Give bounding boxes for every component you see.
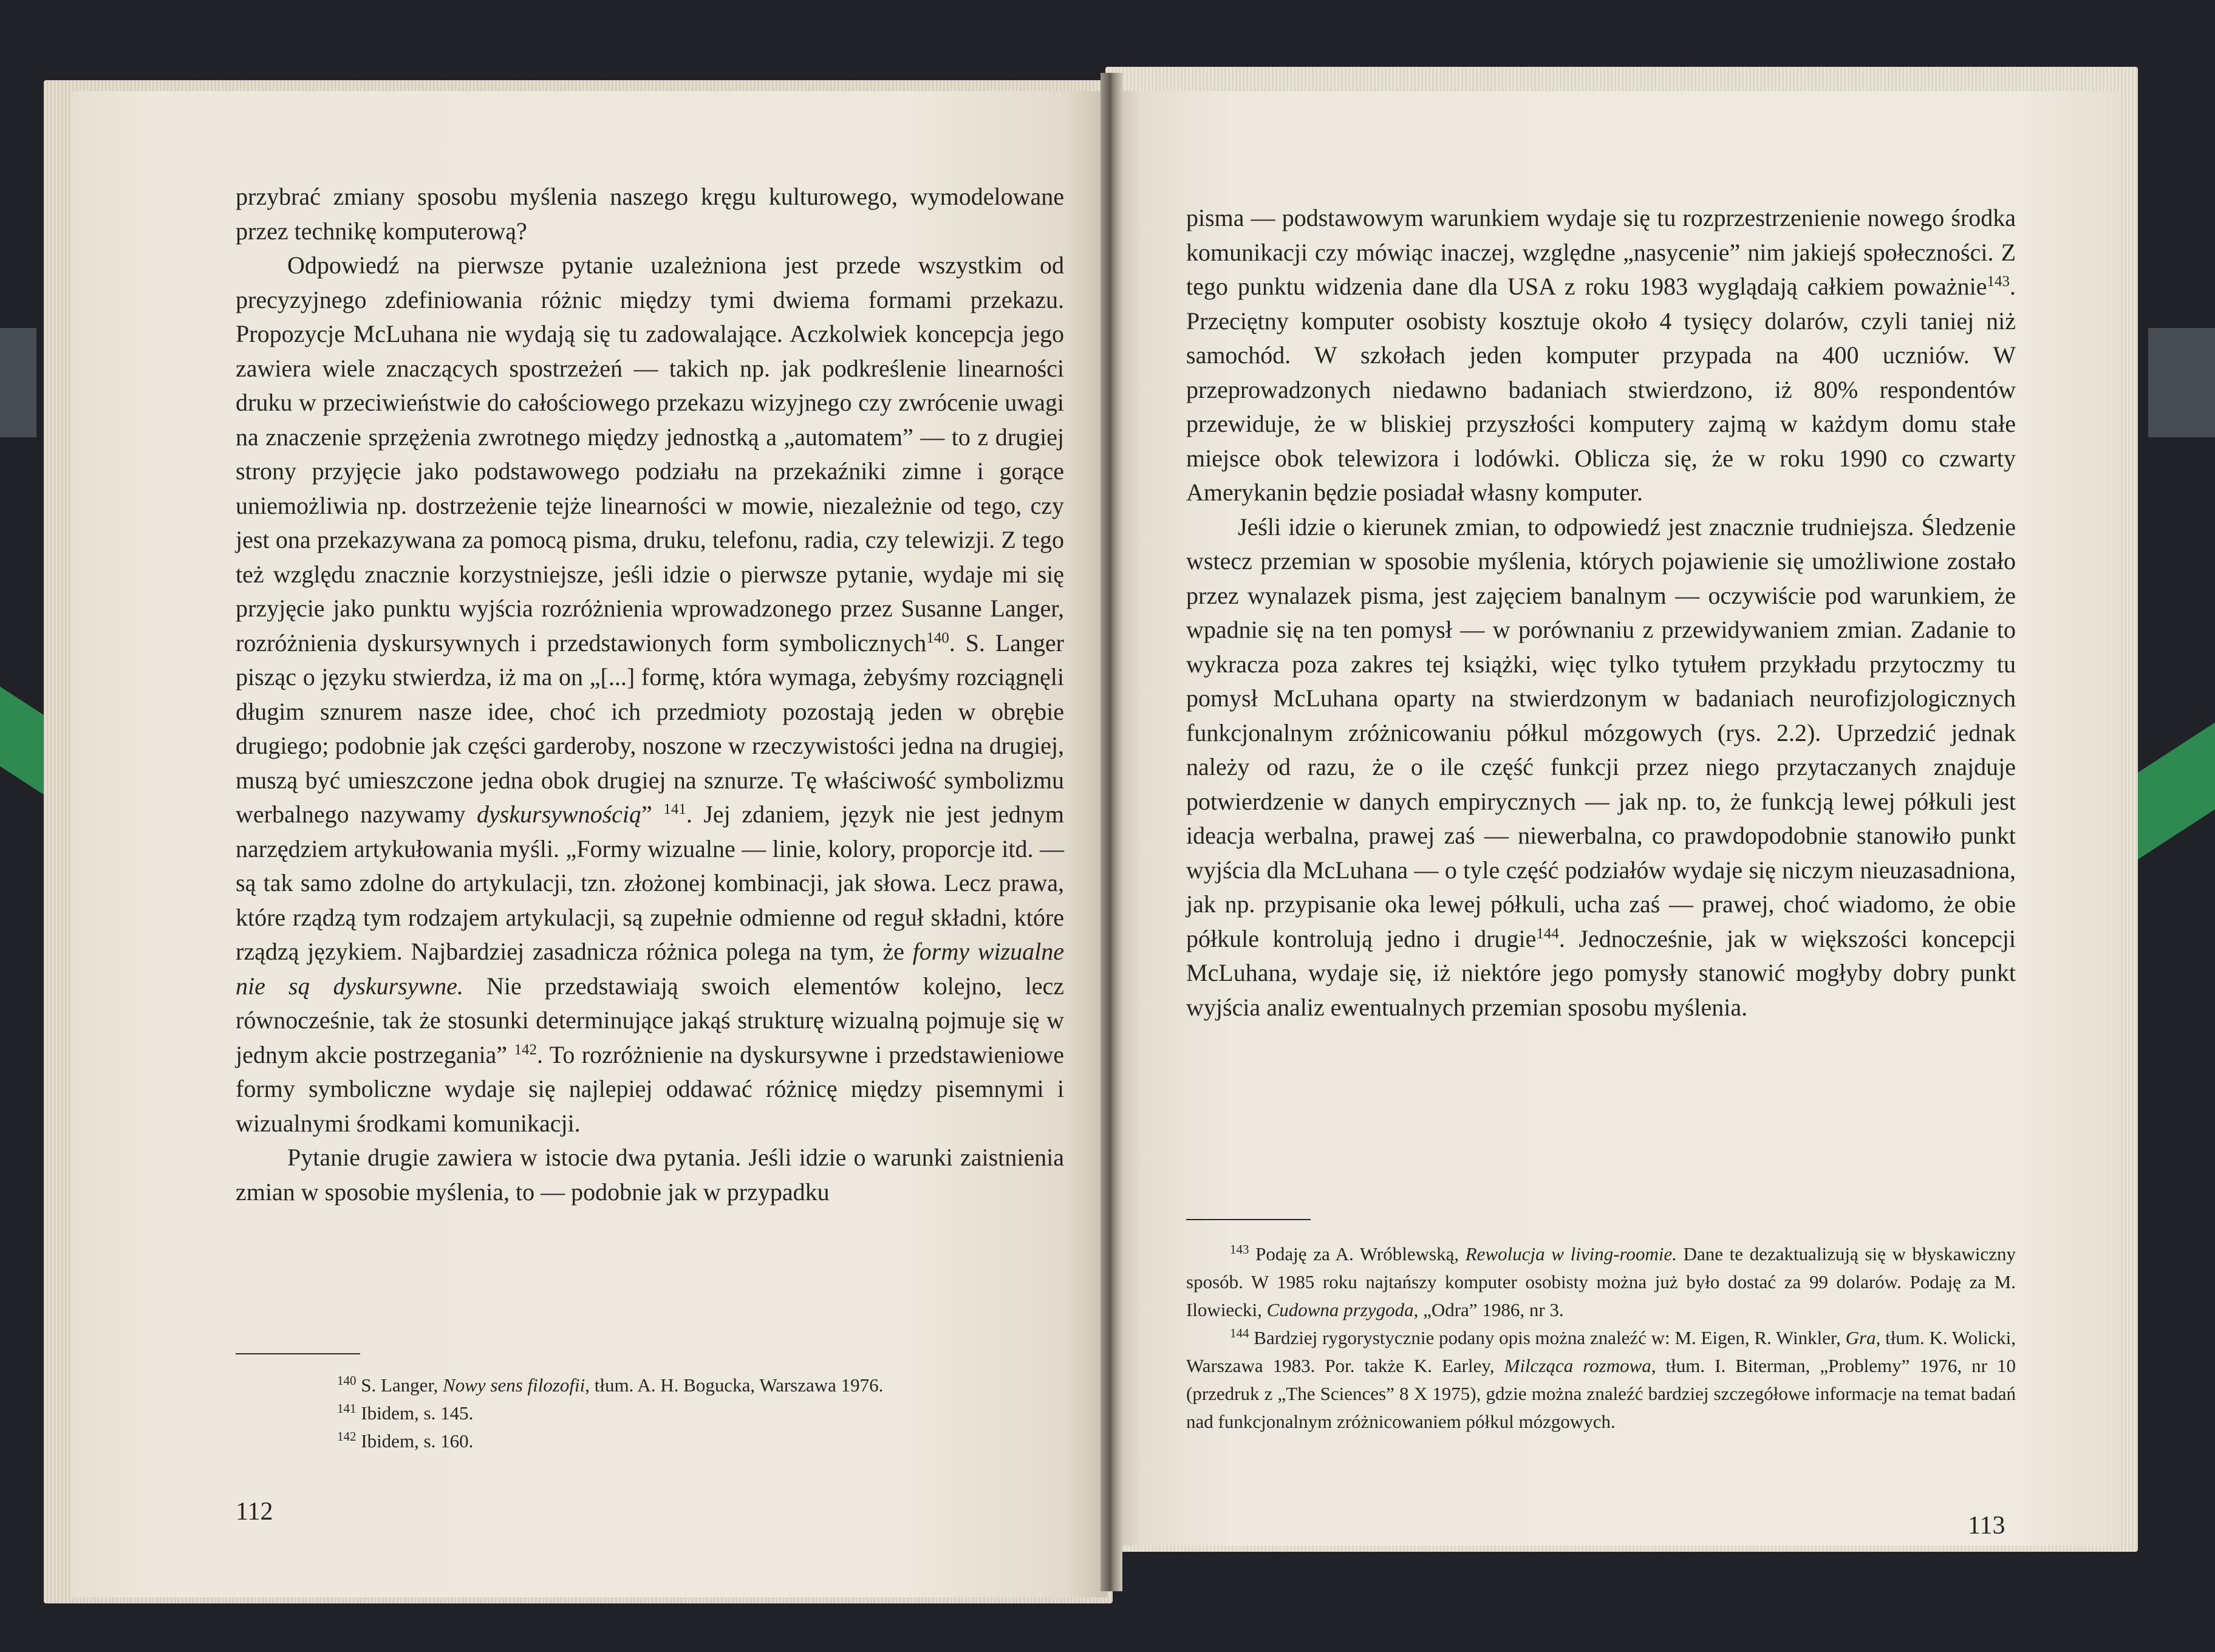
text-run: Ibidem, s. 145. xyxy=(356,1402,474,1424)
italic-text: Gra xyxy=(1845,1327,1876,1348)
text-run: Pytanie drugie zawiera w istocie dwa pytania. Jeśli idzie o warunki zaistnienia zmian w sposobie myślenia, to — podobnie jak w przypadku xyxy=(236,1144,1064,1206)
right-page-body xyxy=(1186,201,2016,1025)
text-run: S. Langer, xyxy=(356,1374,443,1396)
text-run: Odpowiedź na pierwsze pytanie uzależniona jest przede wszystkim od precyzyjnego zdefiniowania różnic między tymi dwiema formami przekazu. Propozycje McLuhana nie wydają się tu zadowalające. Aczkolwiek koncepcja jego zawiera wiele znaczących spostrzeżeń — takich np. jak podkreślenie linearności druku w przeciwieństwie do całościowego przekazu wizyjnego czy zwrócenie uwagi na znaczenie sprzężenia zwrotnego między jednostką a „automatem” — to z drugiej strony przyjęcie jako podstawowego podziału na przekaźniki zimne i gorące uniemożliwia np. dostrzeżenie tejże linearności w mowie, niezależnie od tego, czy jest ona przekazywana za pomocą pisma, druku, telefonu, radia, czy telewizji. Z tego też względu znacznie korzystniejsze, jeśli idzie o pierwsze pytanie, wydaje mi się przyjęcie jako punktu wyjścia rozróżnienia wprowadzonego przez Susanne Langer, rozróżnienia dyskursywnych i przedstawionych form symbolicznych xyxy=(236,251,1064,657)
footnote-marker: 142 xyxy=(337,1429,357,1444)
paragraph xyxy=(236,180,1064,248)
text-run: . S. Langer pisząc o języku stwierdza, iż ma on „[...] formę, która wymaga, żebyśmy rozciągnęli długim sznurem nasze idee, choć ich przedmioty pozostają jeden w obrębie drugiego; podobnie jak części garderoby, noszone w rzeczywistości jedna na drugiej, muszą być umieszczone jedna obok drugiej na sznurze. Tę właściwość symbolizmu werbalnego nazywamy xyxy=(236,629,1064,828)
footnote-marker: 140 xyxy=(926,629,949,646)
scanner-edge-right xyxy=(2148,328,2215,437)
text-run: Podaję za A. Wróblewską, xyxy=(1249,1243,1466,1265)
footnote-marker: 144 xyxy=(1536,925,1559,942)
footnote-marker: 142 xyxy=(514,1041,537,1058)
footnote xyxy=(1186,1240,2016,1324)
right-footnote-rule xyxy=(1186,1219,1311,1220)
footnote-marker: 141 xyxy=(337,1401,357,1416)
left-page-body xyxy=(236,180,1064,1209)
paragraph xyxy=(236,248,1064,1141)
italic-text: formy wizualne nie są dyskursywne. xyxy=(236,938,1064,1000)
footnote-marker: 144 xyxy=(1230,1326,1249,1340)
footnote-marker: 143 xyxy=(1230,1242,1249,1257)
page-number-left: 112 xyxy=(236,1498,273,1526)
text-run: , „Odra” 1986, nr 3. xyxy=(1413,1299,1564,1320)
text-run: . To rozróżnienie na dyskursywne i przedstawieniowe formy symboliczne wydaje się najlepiej oddawać różnicę między pisemnymi i wizualnymi środkami komunikacji. xyxy=(236,1040,1064,1137)
footnote-marker: 140 xyxy=(337,1373,357,1388)
text-run: Bardziej rygorystycznie podany opis można znaleźć w: M. Eigen, R. Winkler, xyxy=(1249,1327,1846,1348)
text-run: . Przeciętny komputer osobisty kosztuje około 4 tysięcy dolarów, czyli taniej niż samochód. W szkołach jeden komputer przypada na 400 uczniów. W przeprowadzonych niedawno badaniach stwierdzono, iż 80% respondentów przewiduje, że w bliskiej przyszłości komputery zajmą w każdym domu stałe miejsce obok telewizora i lodówki. Oblicza się, że w roku 1990 co czwarty Amerykanin będzie posiadał własny komputer. xyxy=(1186,273,2016,506)
text-run: . Jednocześnie, jak w większości koncepcji McLuhana, wydaje się, iż niektóre jego pomysły stanowić mogłyby dobry punkt wyjścia analiz ewentualnych przemian sposobu myślenia. xyxy=(1186,924,2016,1021)
scanner-edge-left xyxy=(0,328,36,437)
footnote xyxy=(285,1371,1064,1399)
left-page-footnotes xyxy=(285,1371,1064,1455)
right-page-footnotes xyxy=(1186,1240,2016,1436)
text-run: pisma — podstawowym warunkiem wydaje się tu rozprzestrzenienie nowego środka komunikacji czy mówiąc inaczej, względne „nasycenie” nim jakiejś społeczności. Z tego punktu widzenia dane dla USA z roku 1983 wyglądają całkiem poważnie xyxy=(1186,204,2016,300)
footnote xyxy=(285,1399,1064,1427)
text-run: ” xyxy=(641,800,664,828)
italic-text: Cudowna przygoda xyxy=(1266,1299,1414,1320)
text-run: Ibidem, s. 160. xyxy=(356,1430,474,1452)
text-run: , tłum. K. Wolicki, Warszawa 1983. Por. także K. Earley, xyxy=(1186,1327,2016,1376)
book-gutter xyxy=(1101,73,1122,1591)
italic-text: Nowy sens filozofii xyxy=(443,1374,585,1396)
text-run: Nie przedstawiają swoich elementów kolejno, lecz równocześnie, tak że stosunki determinujące jakąś strukturę wizualną pojmuje się w jednym akcie postrzegania” xyxy=(236,972,1064,1068)
italic-text: Rewolucja w living-roomie. xyxy=(1465,1243,1677,1265)
left-footnote-rule xyxy=(236,1353,360,1354)
text-run: , tłum. A. H. Bogucka, Warszawa 1976. xyxy=(585,1374,884,1396)
text-run: przybrać zmiany sposobu myślenia naszego kręgu kulturowego, wymodelowane przez technikę komputerową? xyxy=(236,183,1064,245)
paragraph xyxy=(1186,201,2016,510)
paragraph xyxy=(236,1141,1064,1209)
italic-text: dyskursywnością xyxy=(476,800,642,828)
footnote xyxy=(1186,1324,2016,1436)
page-number-right: 113 xyxy=(1968,1512,2005,1540)
footnote-marker: 143 xyxy=(1987,273,2010,290)
italic-text: Milcząca rozmowa xyxy=(1504,1355,1651,1376)
text-run: Jeśli idzie o kierunek zmian, to odpowiedź jest znacznie trudniejsza. Śledzenie wstecz przemian w sposobie myślenia, których pojawienie się umożliwione zostało przez wynalazek pisma, jest zajęciem banalnym — oczywiście pod warunkiem, że wpadnie się na ten pomysł — w porównaniu z przewidywaniem zmian. Zadanie to wykracza poza zakres tej książki, więc tylko tytułem przykładu przytoczmy tu pomysł McLuhana oparty na stwierdzonym w badaniach neurofizjologicznych funkcjonalnym zróżnicowaniu półkul mózgowych (rys. 2.2). Uprzedzić jednak należy od razu, że o ile część funkcji przez niego przytaczanych znajduje potwierdzenie w danych empirycznych — jak np. to, że funkcją lewej półkuli jest ideacja werbalna, prawej zaś — niewerbalna, co prawdopodobnie stanowiło punkt wyjścia dla McLuhana — o tyle część podziałów wydaje się niczym nieuzasadniona, jak np. przypisanie oka lewej półkuli, ucha zaś — prawej, choć wiadomo, że obie półkule kontrolują jedno i drugie xyxy=(1186,513,2016,952)
paragraph xyxy=(1186,510,2016,1025)
footnote-marker: 141 xyxy=(663,801,686,817)
text-run: , tłum. I. Biterman, „Problemy” 1976, nr 10 (przedruk z „The Sciences” 8 X 1975), gdzie można znaleźć bardziej szczegółowe informacje na temat badań nad funkcjonalnym zróżnicowaniem półkul mózgowych. xyxy=(1186,1355,2016,1432)
text-run: . Jej zdaniem, język nie jest jednym narzędziem artykułowania myśli. „Formy wizualne — linie, kolory, proporcje itd. — są tak samo zdolne do artykulacji, tzn. złożonej kombinacji, jak słowa. Lecz prawa, które rządzą tym rodzajem artykulacji, są zupełnie odmienne od reguł składni, które rządzą językiem. Najbardziej zasadnicza różnica polega na tym, że xyxy=(236,800,1064,965)
footnote xyxy=(285,1427,1064,1455)
text-run: Dane te dezaktualizują się w błyskawiczny sposób. W 1985 roku najtańszy komputer osobisty można już było dostać za 99 dolarów. Podaję za M. Ilowiecki, xyxy=(1186,1243,2016,1320)
